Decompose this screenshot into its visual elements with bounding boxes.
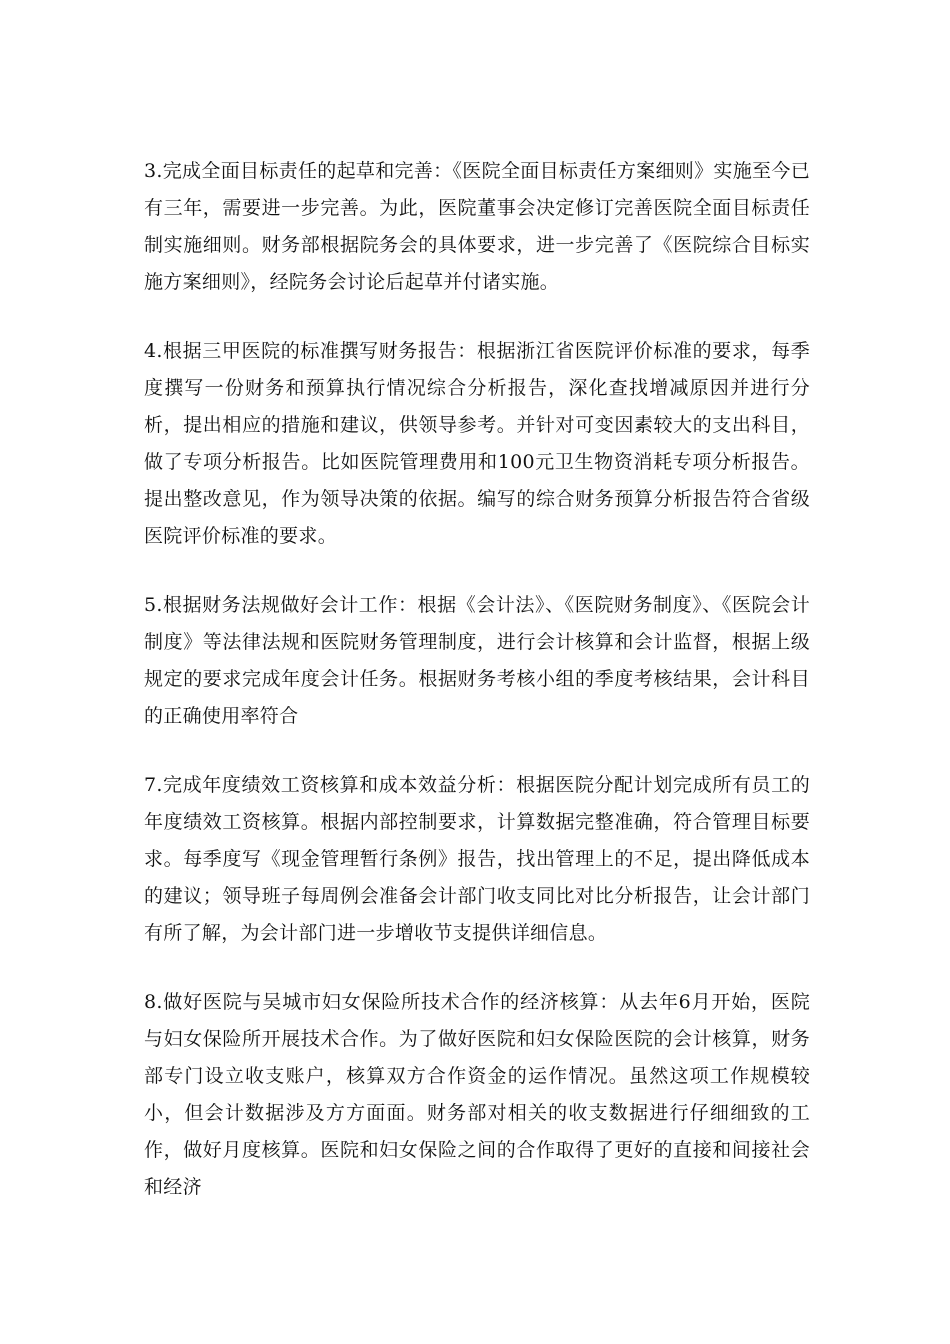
paragraph-item-5: 5.根据财务法规做好会计工作：根据《会计法》、《医院财务制度》、《医院会计制度》等法律法规和医院财务管理制度，进行会计核算和会计监督，根据上级规定的要求完成年度会计任务。根据财务考核小组的季度考核结果，会计科目的正确使用率符合 bbox=[144, 594, 810, 727]
document-body bbox=[144, 153, 810, 1238]
paragraph-item-7: 7.完成年度绩效工资核算和成本效益分析：根据医院分配计划完成所有员工的年度绩效工资核算。根据内部控制要求，计算数据完整准确，符合管理目标要求。每季度写《现金管理暂行条例》报告，找出管理上的不足，提出降低成本的建议；领导班子每周例会准备会计部门收支同比对比分析报告，让会计部门有所了解，为会计部门进一步增收节支提供详细信息。 bbox=[144, 774, 810, 944]
paragraph-item-8: 8.做好医院与吴城市妇女保险所技术合作的经济核算：从去年6月开始，医院与妇女保险所开展技术合作。为了做好医院和妇女保险医院的会计核算，财务部专门设立收支账户，核算双方合作资金的运作情况。虽然这项工作规模较小，但会计数据涉及方方面面。财务部对相关的收支数据进行仔细细致的工作，做好月度核算。医院和妇女保险之间的合作取得了更好的直接和间接社会和经济 bbox=[144, 991, 810, 1198]
paragraph-item-4: 4.根据三甲医院的标准撰写财务报告：根据浙江省医院评价标准的要求，每季度撰写一份财务和预算执行情况综合分析报告，深化查找增减原因并进行分析，提出相应的措施和建议，供领导参考。并针对可变因素较大的支出科目，做了专项分析报告。比如医院管理费用和100元卫生物资消耗专项分析报告。提出整改意见，作为领导决策的依据。编写的综合财务预算分析报告符合省级医院评价标准的要求。 bbox=[144, 340, 810, 547]
paragraph-item-3: 3.完成全面目标责任的起草和完善：《医院全面目标责任方案细则》实施至今已有三年，需要进一步完善。为此，医院董事会决定修订完善医院全面目标责任制实施细则。财务部根据院务会的具体要求，进一步完善了《医院综合目标实施方案细则》，经院务会讨论后起草并付诸实施。 bbox=[144, 160, 810, 293]
